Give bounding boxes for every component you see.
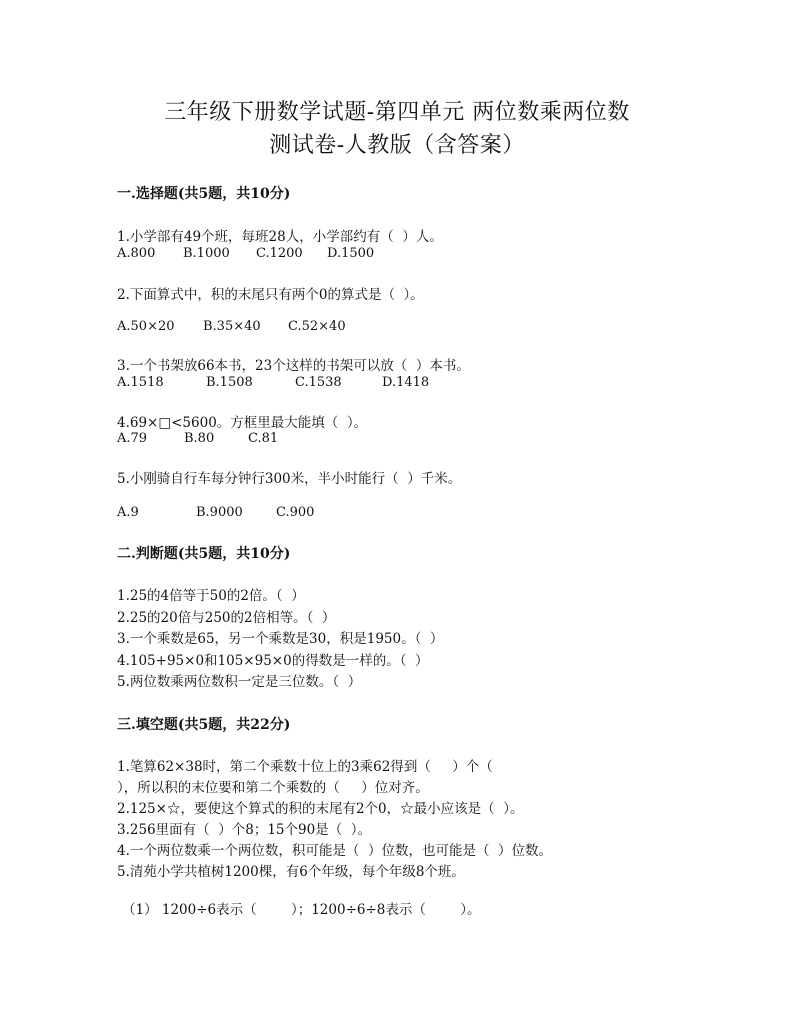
option: D.1418 xyxy=(382,375,430,390)
option: C.52×40 xyxy=(288,319,346,334)
option: C.1538 xyxy=(295,375,342,390)
option: B.80 xyxy=(184,431,215,446)
option: A.79 xyxy=(117,431,148,446)
section-heading-fill: 三.填空题(共5题，共22分) xyxy=(117,717,291,733)
question-text: 4.69×□<5600。方框里最大能填（ ）。 xyxy=(117,415,368,431)
fill-line: 2.125×☆，要使这个算式的积的末尾有2个0，☆最小应该是（ ）。 xyxy=(117,801,524,817)
option: B.9000 xyxy=(196,505,243,520)
option: C.81 xyxy=(248,431,279,446)
question-text: 3.一个书架放66本书，23个这样的书架可以放（ ）本书。 xyxy=(117,358,470,374)
option: C.1200 xyxy=(256,246,303,261)
fill-line: ），所以积的末位要和第二个乘数的（ ）位对齐。 xyxy=(117,780,429,796)
fill-line: 4.一个两位数乘一个两位数，积可能是（ ）位数，也可能是（ ）位数。 xyxy=(117,843,553,859)
fill-line: 1.笔算62×38时，第二个乘数十位上的3乘62得到（ ）个（ xyxy=(117,759,493,775)
option: A.50×20 xyxy=(117,319,175,334)
judge-line: 2.25的20倍与250的2倍相等。（ ） xyxy=(117,610,336,626)
question-text: 2.下面算式中，积的末尾只有两个0的算式是（ ）。 xyxy=(117,287,424,303)
option: B.35×40 xyxy=(203,319,261,334)
option: A.9 xyxy=(117,505,139,520)
option: D.1500 xyxy=(327,246,375,261)
fill-line: 5.清苑小学共植树1200棵，有6个年级，每个年级8个班。 xyxy=(117,864,465,880)
option: B.1000 xyxy=(183,246,230,261)
judge-line: 1.25的4倍等于50的2倍。（ ） xyxy=(117,588,305,604)
fill-subline: （1） 1200÷6表示（ ）；1200÷6÷8表示（ ）。 xyxy=(122,902,481,918)
judge-line: 4.105+95×0和105×95×0的得数是一样的。（ ） xyxy=(117,653,429,669)
judge-line: 3.一个乘数是65，另一个乘数是30，积是1950。（ ） xyxy=(117,631,444,647)
fill-line: 3.256里面有（ ）个8；15个90是（ ）。 xyxy=(117,822,372,838)
page-title-line2: 测试卷-人教版（含答案） xyxy=(269,133,525,158)
option: A.800 xyxy=(117,246,156,261)
question-text: 1.小学部有49个班，每班28人，小学部约有（ ）人。 xyxy=(117,229,443,245)
option: A.1518 xyxy=(117,375,164,390)
section-heading-judge: 二.判断题(共5题，共10分) xyxy=(117,546,291,562)
judge-line: 5.两位数乘两位数积一定是三位数。（ ） xyxy=(117,674,362,690)
section-heading-choice: 一.选择题(共5题，共10分) xyxy=(117,186,291,202)
option: B.1508 xyxy=(206,375,253,390)
option: C.900 xyxy=(276,505,315,520)
page-title-line1: 三年级下册数学试题-第四单元 两位数乘两位数 xyxy=(164,100,630,125)
question-text: 5.小刚骑自行车每分钟行300米，半小时能行（ ）千米。 xyxy=(117,471,462,487)
